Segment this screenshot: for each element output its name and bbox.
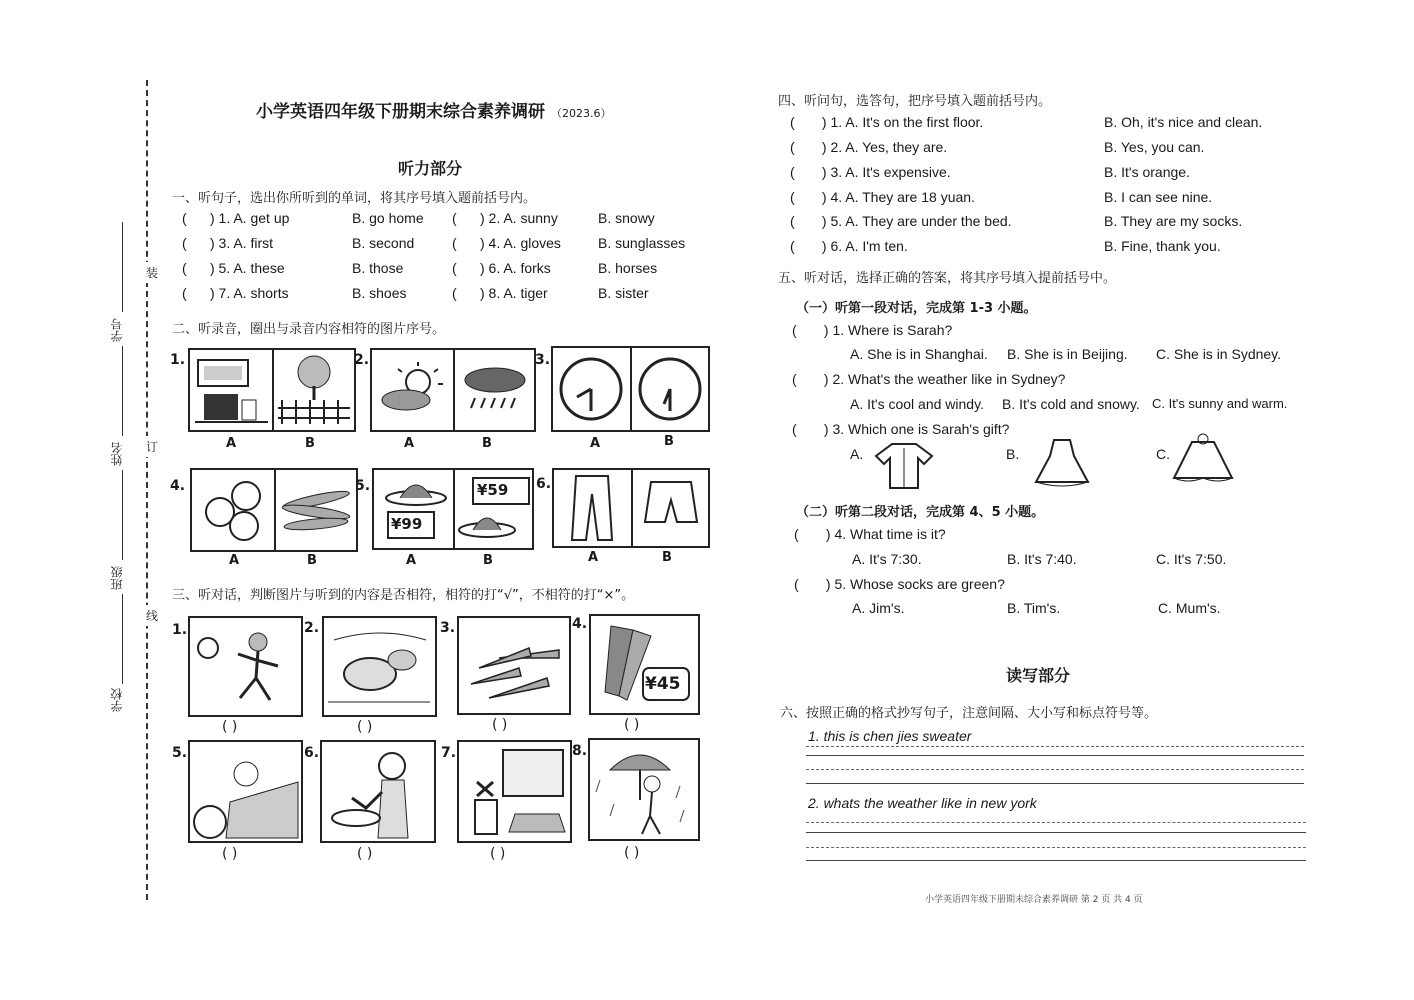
s4-q6-b: B. Fine, thank you.: [1104, 238, 1221, 254]
s2-item1-label-b: B: [305, 436, 315, 451]
s4-q2-b: B. Yes, you can.: [1104, 139, 1205, 155]
price-tag-99: ¥99: [391, 515, 423, 533]
s2-item2-label-b: B: [482, 436, 492, 451]
s2-num-6: 6.: [536, 476, 552, 492]
sun-cloud-picture[interactable]: [372, 350, 455, 430]
s6-line-1b: [806, 755, 1304, 756]
s4-q1: ( ) 1. A. It's on the first floor.: [790, 114, 984, 130]
exam-date: （2023.6）: [551, 107, 612, 120]
washing-hands-picture[interactable]: [320, 740, 436, 843]
s1-row3-d: B. horses: [598, 260, 658, 276]
piano-room-picture[interactable]: [190, 350, 274, 430]
s2-item5-pictures: [372, 468, 534, 550]
s2-num-3: 3.: [535, 352, 551, 368]
s1-row2-b: B. second: [352, 235, 415, 251]
sleeping-clock-picture[interactable]: [188, 740, 303, 843]
section-5-heading: 五、听对话，选择正确的答案，将其序号填入提前括号中。: [778, 271, 1117, 286]
s6-line-1c: [806, 769, 1304, 770]
s4-q5-b: B. They are my socks.: [1104, 213, 1243, 229]
boy-kicking-ball-picture[interactable]: [188, 616, 303, 717]
field-line-class[interactable]: [122, 470, 123, 560]
s2-num-4: 4.: [170, 478, 186, 494]
s3-answer-paren-8[interactable]: ( ): [624, 845, 640, 861]
jeans-price-picture[interactable]: [589, 614, 700, 715]
s5-q2-b: B. It's cold and snowy.: [1002, 396, 1140, 412]
s5-q5-a: A. Jim's.: [852, 600, 905, 616]
s4-q2: ( ) 2. A. Yes, they are.: [790, 139, 948, 155]
exam-title: 小学英语四年级下册期末综合素养调研 （2023.6）: [256, 102, 612, 122]
s2-item1-label-a: A: [226, 436, 237, 451]
s5-q1-b: B. She is in Beijing.: [1007, 346, 1128, 362]
s5-q3-c: C.: [1156, 446, 1170, 462]
s1-row3-b: B. those: [352, 260, 404, 276]
s4-q3-b: B. It's orange.: [1104, 164, 1190, 180]
s2-item5-label-b: B: [483, 553, 493, 568]
s4-q3: ( ) 3. A. It's expensive.: [790, 164, 951, 180]
s1-row2-left: ( ) 3. A. first: [182, 235, 274, 251]
binding-char-zhuang: 装: [146, 262, 158, 283]
s5-q3: ( ) 3. Which one is Sarah's gift?: [792, 421, 1010, 437]
hat-59-picture[interactable]: [455, 470, 534, 548]
clock-a-picture[interactable]: [553, 348, 632, 430]
s5-q1-a: A. She is in Shanghai.: [850, 346, 988, 362]
s4-q4-b: B. I can see nine.: [1104, 189, 1213, 205]
s2-item3-label-b: B: [664, 434, 674, 449]
clock-b-picture[interactable]: [632, 348, 708, 430]
page-footer: 小学英语四年级下册期末综合素养调研 第 2 页 共 4 页: [925, 895, 1143, 905]
s5-q4-c: C. It's 7:50.: [1156, 551, 1227, 567]
s5-q2-c: C. It's sunny and warm.: [1152, 396, 1288, 411]
green-beans-picture[interactable]: [276, 470, 356, 550]
section-1-heading: 一、听句子，选出你所听到的单词，将其序号填入题前括号内。: [172, 191, 537, 206]
s3-num-1: 1.: [172, 622, 188, 638]
trousers-picture[interactable]: [554, 470, 633, 546]
fence-tree-picture[interactable]: [274, 350, 354, 430]
s1-row4-b: B. shoes: [352, 285, 407, 301]
s4-q1-b: B. Oh, it's nice and clean.: [1104, 114, 1263, 130]
computer-glass-picture[interactable]: [457, 740, 572, 843]
s1-row2-d: B. sunglasses: [598, 235, 686, 251]
umbrella-rain-picture[interactable]: [588, 738, 700, 841]
s3-answer-paren-3[interactable]: ( ): [492, 717, 508, 733]
rain-cloud-picture[interactable]: [455, 350, 536, 430]
s5-q2: ( ) 2. What's the weather like in Sydney?: [792, 371, 1066, 387]
s2-num-5: 5.: [355, 478, 371, 494]
s1-row4-right: ( ) 8. A. tiger: [452, 285, 548, 301]
s2-item4-label-b: B: [307, 553, 317, 568]
section-4-heading: 四、听问句，选答句，把序号填入题前括号内。: [778, 94, 1052, 109]
s6-line-2c: [806, 847, 1306, 848]
s2-num-2: 2.: [354, 352, 370, 368]
s5-q4-a: A. It's 7:30.: [852, 551, 922, 567]
field-line-school[interactable]: [122, 594, 123, 684]
price-tag-59: ¥59: [477, 481, 509, 499]
s4-q5: ( ) 5. A. They are under the bed.: [790, 213, 1012, 229]
s3-num-3: 3.: [440, 620, 456, 636]
skirt-picture[interactable]: [1170, 432, 1236, 486]
field-line-name[interactable]: [122, 346, 123, 436]
sheep-picture[interactable]: [322, 616, 437, 717]
tomatoes-picture[interactable]: [192, 470, 276, 550]
s2-item4-pictures: [190, 468, 358, 552]
field-label-student-id: 学号: [110, 318, 124, 342]
s1-row4-d: B. sister: [598, 285, 649, 301]
s3-answer-paren-7[interactable]: ( ): [490, 846, 506, 862]
s1-row3-left: ( ) 5. A. these: [182, 260, 285, 276]
s3-answer-paren-1[interactable]: ( ): [222, 719, 238, 735]
s1-row4-left: ( ) 7. A. shorts: [182, 285, 289, 301]
s1-row2-right: ( ) 4. A. gloves: [452, 235, 561, 251]
section-6-heading: 六、按照正确的格式抄写句子，注意间隔、大小写和标点符号等。: [780, 706, 1158, 721]
binding-char-ding: 订: [146, 436, 158, 457]
s2-item3-pictures: [551, 346, 710, 432]
section-5-part-1: （一）听第一段对话，完成第 1-3 小题。: [796, 301, 1037, 316]
shorts-picture[interactable]: [633, 470, 710, 546]
s3-num-6: 6.: [304, 745, 320, 761]
section-5-part-2: （二）听第二段对话，完成第 4、5 小题。: [796, 505, 1045, 520]
field-label-name: 姓名: [110, 442, 124, 466]
s6-line-2a: [806, 822, 1306, 823]
s5-q5: ( ) 5. Whose socks are green?: [794, 576, 1005, 592]
s6-line-1d: [806, 783, 1304, 784]
s4-q6: ( ) 6. A. I'm ten.: [790, 238, 908, 254]
s2-item5-label-a: A: [406, 553, 417, 568]
s5-q5-c: C. Mum's.: [1158, 600, 1221, 616]
hat-99-picture[interactable]: [374, 470, 455, 548]
s2-item4-label-a: A: [229, 553, 240, 568]
s1-row3-right: ( ) 6. A. forks: [452, 260, 551, 276]
s1-row1-d: B. snowy: [598, 210, 655, 226]
s5-q3-a: A.: [850, 446, 864, 462]
dress-picture[interactable]: [1032, 436, 1092, 490]
s1-row1-left: ( ) 1. A. get up: [182, 210, 290, 226]
s3-answer-paren-5[interactable]: ( ): [222, 846, 238, 862]
section-2-heading: 二、听录音，圈出与录音内容相符的图片序号。: [172, 322, 446, 337]
s6-line-1a: [806, 746, 1304, 747]
s6-item-2: 2. whats the weather like in new york: [808, 795, 1037, 811]
field-label-class: 班级: [110, 566, 124, 590]
s3-answer-paren-4[interactable]: ( ): [624, 717, 640, 733]
shirt-picture[interactable]: [874, 440, 934, 490]
s3-num-5: 5.: [172, 745, 188, 761]
s2-item3-label-a: A: [590, 436, 601, 451]
s3-num-2: 2.: [304, 620, 320, 636]
s3-answer-paren-2[interactable]: ( ): [357, 719, 373, 735]
s2-item6-pictures: [552, 468, 710, 548]
s2-item1-pictures: [188, 348, 356, 432]
binding-dashed-line: [146, 80, 148, 900]
listening-heading: 听力部分: [398, 159, 463, 178]
s5-q4: ( ) 4. What time is it?: [794, 526, 946, 542]
s5-q3-b: B.: [1006, 446, 1020, 462]
carrots-picture[interactable]: [457, 616, 571, 715]
s5-q1: ( ) 1. Where is Sarah?: [792, 322, 953, 338]
s6-item-1: 1. this is chen jies sweater: [808, 728, 972, 744]
s6-line-2b: [806, 832, 1306, 833]
s2-item2-label-a: A: [404, 436, 415, 451]
s2-item2-pictures: [370, 348, 536, 432]
s3-num-7: 7.: [441, 745, 457, 761]
s5-q5-b: B. Tim's.: [1007, 600, 1061, 616]
s5-q4-b: B. It's 7:40.: [1007, 551, 1077, 567]
s1-row1-b: B. go home: [352, 210, 424, 226]
field-label-school: 学校: [110, 688, 124, 712]
s3-num-8: 8.: [572, 743, 588, 759]
s2-item6-label-b: B: [662, 550, 672, 565]
s4-q4: ( ) 4. A. They are 18 yuan.: [790, 189, 975, 205]
price-tag-45: ¥45: [645, 674, 681, 694]
writing-heading: 读写部分: [1006, 666, 1071, 685]
s2-item6-label-a: A: [588, 550, 599, 565]
section-3-heading: 三、听对话，判断图片与听到的内容是否相符，相符的打“√”，不相符的打“×”。: [172, 588, 635, 603]
s1-row1-right: ( ) 2. A. sunny: [452, 210, 558, 226]
s3-num-4: 4.: [572, 616, 588, 632]
binding-char-xian: 线: [146, 605, 158, 626]
s5-q1-c: C. She is in Sydney.: [1156, 346, 1282, 362]
s2-num-1: 1.: [170, 352, 186, 368]
s6-line-2d: [806, 860, 1306, 861]
field-line-student-id[interactable]: [122, 222, 123, 312]
s3-answer-paren-6[interactable]: ( ): [357, 846, 373, 862]
s5-q2-a: A. It's cool and windy.: [850, 396, 984, 412]
